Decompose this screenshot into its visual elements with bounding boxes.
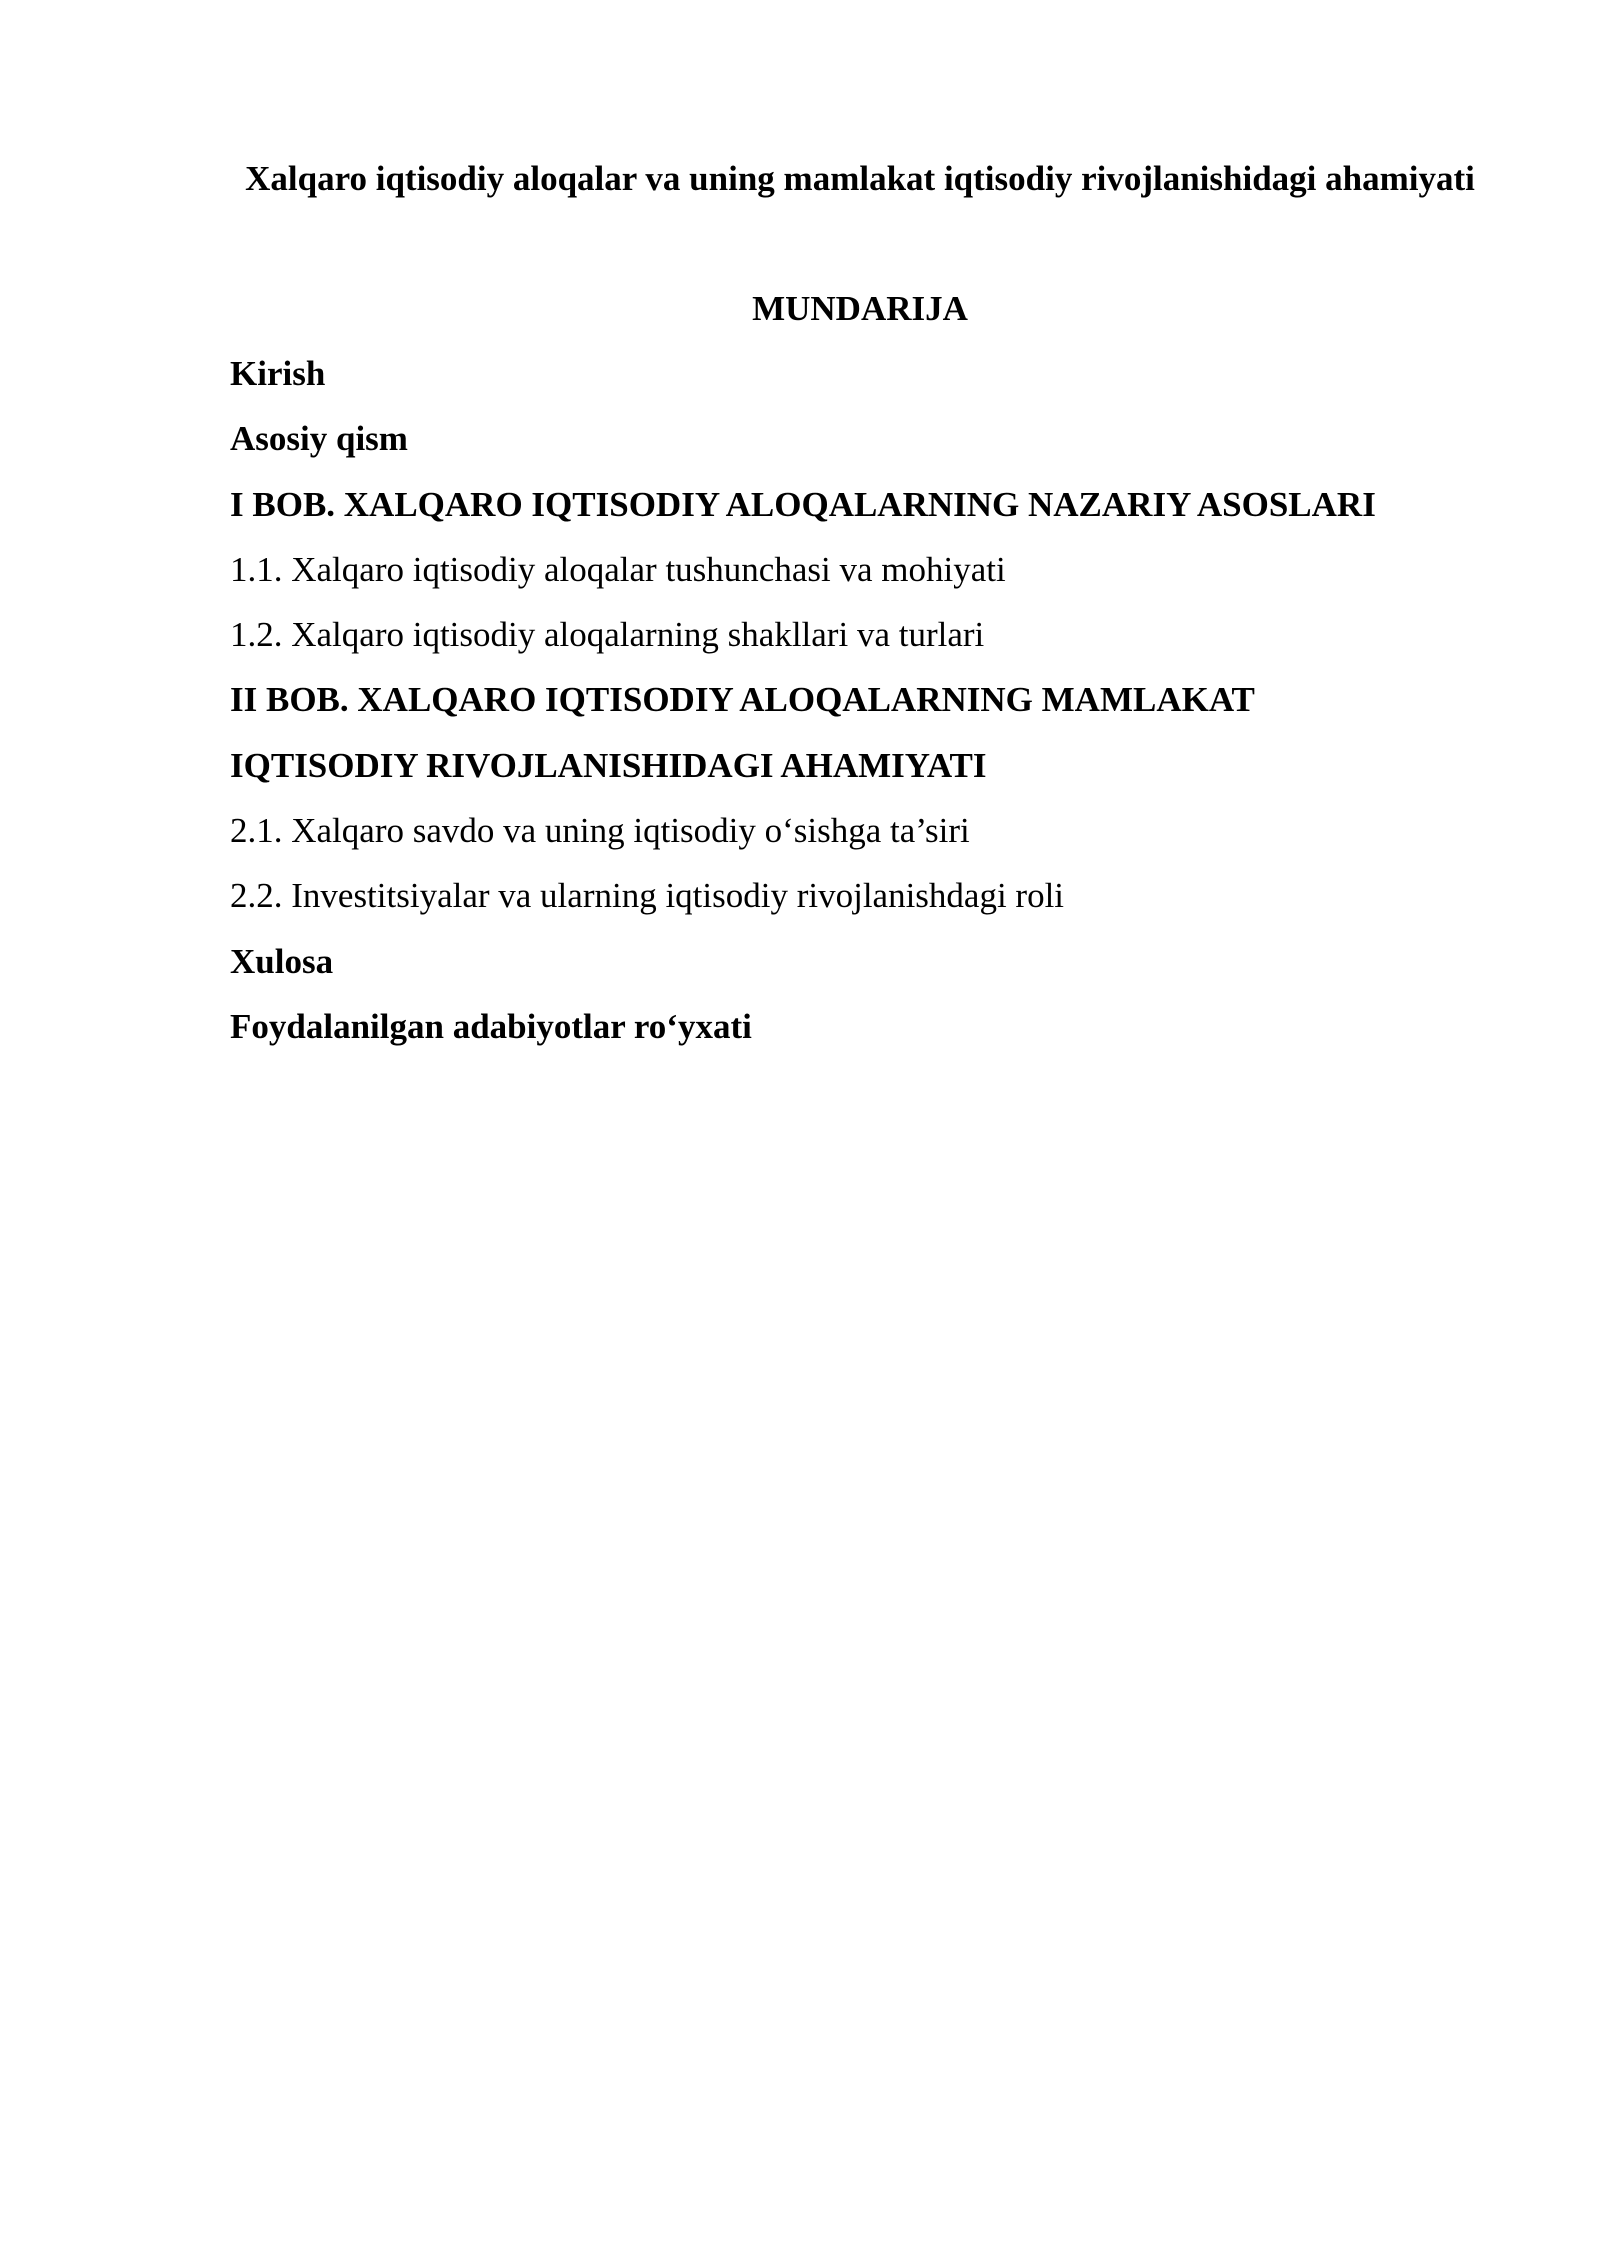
toc-entry: Asosiy qism: [230, 419, 408, 459]
toc-entry: Kirish: [230, 354, 326, 393]
toc-entry: IQTISODIY RIVOJLANISHIDAGI AHAMIYATI: [230, 745, 987, 785]
document-title: Xalqaro iqtisodiy aloqalar va uning mamlakat iqtisodiy rivojlanishidagi ahamiyati: [245, 159, 1475, 198]
toc-entry: II BOB. XALQARO IQTISODIY ALOQALARNING MAMLAKAT: [230, 680, 1255, 720]
toc-heading: MUNDARIJA: [752, 289, 968, 328]
toc-entry: 1.1. Xalqaro iqtisodiy aloqalar tushunchasi va mohiyati: [230, 549, 1006, 589]
toc-entry: 2.2. Investitsiyalar va ularning iqtisodiy rivojlanishdagi roli: [230, 876, 1065, 916]
toc-entry: I BOB. XALQARO IQTISODIY ALOQALARNING NAZARIY ASOSLARI: [230, 484, 1376, 524]
toc-entry: Xulosa: [230, 941, 334, 981]
table-of-contents: [230, 341, 1540, 1059]
toc-entry: Foydalanilgan adabiyotlar ro‘yxati: [230, 1006, 752, 1046]
toc-entry: 1.2. Xalqaro iqtisodiy aloqalarning shakllari va turlari: [230, 615, 985, 655]
toc-entry: 2.1. Xalqaro savdo va uning iqtisodiy o‘sishga ta’siri: [230, 811, 970, 851]
